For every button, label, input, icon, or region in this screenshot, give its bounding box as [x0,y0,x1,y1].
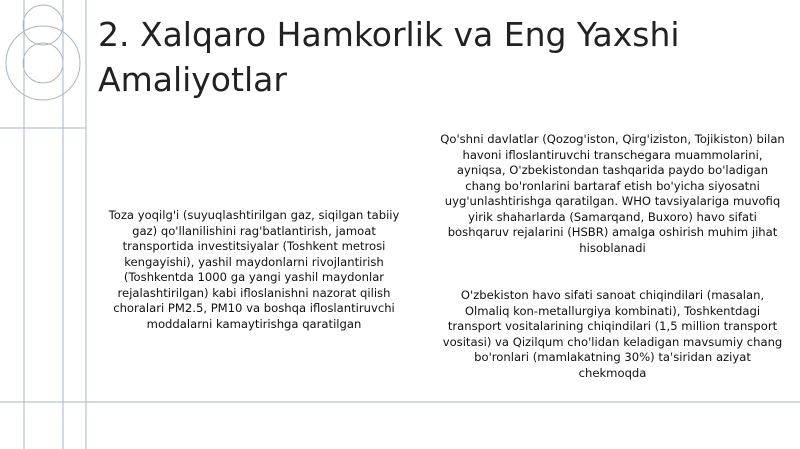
right-paragraph-air-quality: O'zbekiston havo sifati sanoat chiqindilari (masalan, Olmaliq kon-metallurgiya kombinati), Toshkentdagi transport vositalarining chiqindilari (1,5 million transport vositasi) va Qizilqum cho'lidan keladigan mavsumiy chang bo'ronlari (mamlakatning 30%) ta'siridan aziyat chekmoqda [442,288,783,380]
left-paragraph: Toza yoqilg'i (suyuqlashtirilgan gaz, siqilgan tabiiy gaz) qo'llanilishini rag'batlantirish, jamoat transportida investitsiyalar (Toshkent metrosi kengayishi), yashil maydonlarni rivojlantirish (Toshkentda 1000 ga yangi yashil maydonlar rejalashtirilgan) kabi ifloslanishni nazorat qilish choralari PM2.5, PM10 va boshqa ifloslantiruvchi moddalarni kamaytirishga qaratilgan [108,208,400,331]
right-paragraph-cross-border: Qo'shni davlatlar (Qozog'iston, Qirg'iziston, Tojikiston) bilan havoni ifloslantiruvchi transchegara muammolarini, ayniqsa, O'zbekistondan tashqarida paydo bo'ladigan chang bo'ronlarini bartaraf etish bo'yicha siyosatni uyg'unlashtirishga qaratilgan. WHO tavsiyalariga muvofiq yirik shaharlarda (Samarqand, Buxoro) havo sifati boshqaruv rejalarini (HSBR) amalga oshirish muhim jihat hisoblanadi [440,132,785,255]
slide-title: 2. Xalqaro Hamkorlik va Eng Yaxshi Amaliyotlar [98,15,680,99]
